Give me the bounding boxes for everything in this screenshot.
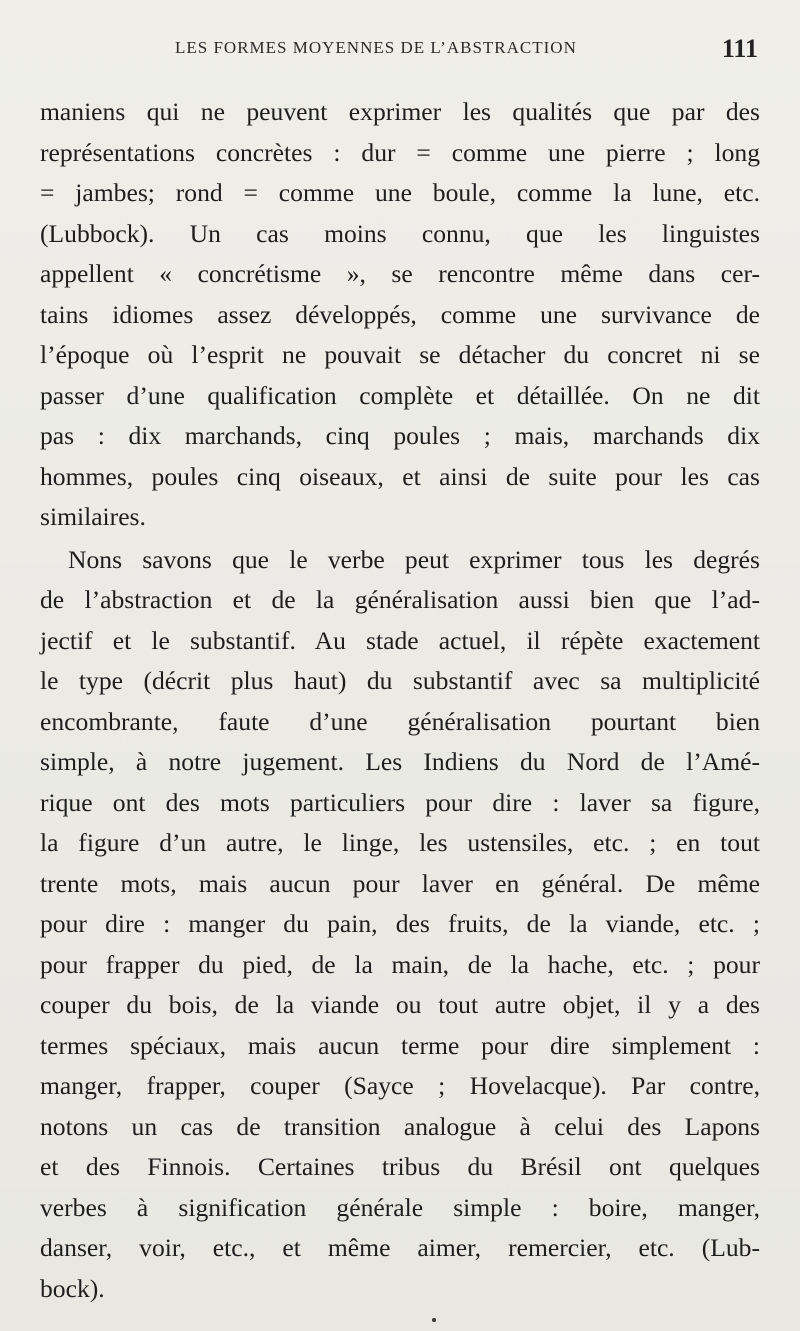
text-line: termes spéciaux, mais aucun terme pour dire simplement : xyxy=(40,1030,760,1060)
text-line: bock). xyxy=(40,1273,105,1303)
text-line: similaires. xyxy=(40,502,146,531)
text-line: jectif et le substantif. Au stade actuel, il répète exactement xyxy=(40,625,760,655)
text-line: manger, frapper, couper (Sayce ; Hovelacque). Par contre, xyxy=(40,1071,760,1100)
text-line: encombrante, faute d’une généralisation pourtant bien xyxy=(40,706,760,736)
text-line: représentations concrètes : dur = comme une pierre ; long xyxy=(40,137,760,167)
text-line: verbes à signification générale simple : boire, manger, xyxy=(40,1192,760,1222)
text-line: de l’abstraction et de la généralisation aussi bien que l’ad- xyxy=(40,585,760,614)
text-line: tains idiomes assez développés, comme une survivance de xyxy=(40,299,760,329)
text-line: Nons savons que le verbe peut exprimer tous les degrés xyxy=(68,544,760,574)
text-line: la figure d’un autre, le linge, les ustensiles, etc. ; en tout xyxy=(40,828,760,857)
text-line: trente mots, mais aucun pour laver en général. De même xyxy=(40,868,760,898)
paragraph-1 xyxy=(40,92,760,538)
text-line: pour frapper du pied, de la main, de la hache, etc. ; pour xyxy=(40,949,760,979)
text-line: pour dire : manger du pain, des fruits, de la viande, etc. ; xyxy=(40,909,760,938)
text-line: le type (décrit plus haut) du substantif avec sa multiplicité xyxy=(40,666,760,695)
text-line: danser, voir, etc., et même aimer, remercier, etc. (Lub- xyxy=(40,1233,760,1262)
print-speck xyxy=(432,1318,436,1322)
text-line: = jambes; rond = comme une boule, comme la lune, etc. xyxy=(40,178,760,207)
text-line: pas : dix marchands, cinq poules ; mais, marchands dix xyxy=(40,421,760,450)
text-line: hommes, poules cinq oiseaux, et ainsi de suite pour les cas xyxy=(40,461,760,491)
paragraph-2 xyxy=(40,540,760,1310)
text-line: et des Finnois. Certaines tribus du Brésil ont quelques xyxy=(40,1152,760,1181)
running-head xyxy=(40,36,760,66)
text-line: couper du bois, de la viande ou tout autre objet, il y a des xyxy=(40,990,760,1019)
body-text xyxy=(40,92,760,1309)
text-line: simple, à notre jugement. Les Indiens du Nord de l’Amé- xyxy=(40,747,760,776)
text-line: (Lubbock). Un cas moins connu, que les linguistes xyxy=(40,218,760,248)
text-line: appellent « concrétisme », se rencontre même dans cer- xyxy=(40,259,760,288)
text-line: passer d’une qualification complète et détaillée. On ne dit xyxy=(40,380,760,410)
text-line: rique ont des mots particuliers pour dire : laver sa figure, xyxy=(40,787,760,817)
text-line: maniens qui ne peuvent exprimer les qualités que par des xyxy=(40,97,760,126)
page-number: 111 xyxy=(721,34,758,63)
text-line: notons un cas de transition analogue à celui des Lapons xyxy=(40,1111,760,1141)
running-title: LES FORMES MOYENNES DE L’ABSTRACTION xyxy=(175,38,577,57)
text-line: l’époque où l’esprit ne pouvait se détacher du concret ni se xyxy=(40,340,760,369)
